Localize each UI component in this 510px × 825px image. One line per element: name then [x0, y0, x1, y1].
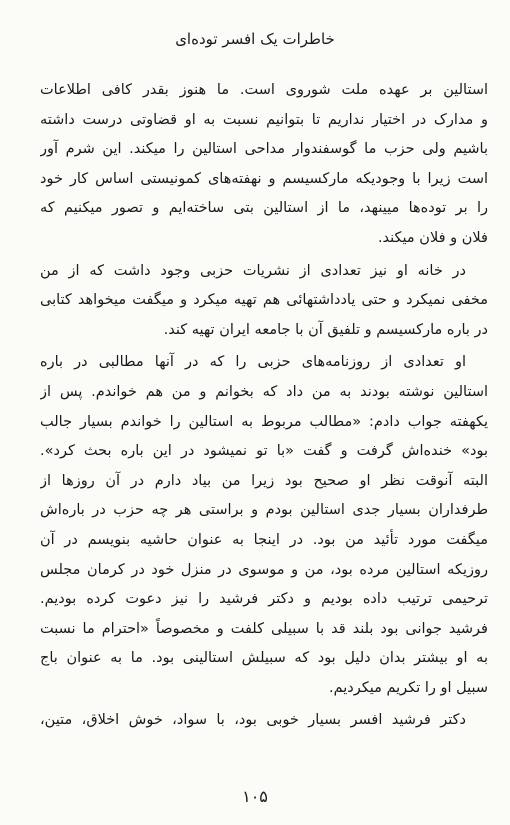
text-line: البته آنوقت نظر او صحیح بود زیرا من بیاد دارم در آن روزها از: [40, 472, 488, 489]
body-text: [40, 76, 488, 736]
text-line: بود» خنده‌اش گرفت و گفت «با تو نمیشود در این باره بحث کرد».: [40, 443, 488, 460]
text-line: روزیکه استالین مرده بود، من و موسوی در منزل خود در کرمان مجلس: [40, 561, 488, 578]
text-line: سبیل او را تکریم میکردیم.: [328, 679, 488, 696]
text-line: فرشید جوانی بود بلند قد با سبیلی کلفت و مخصوصاً «احترام ما نسبت: [40, 620, 488, 637]
text-line: را بر توده‌ها میینهد، ما از استالین بتی ساخته‌ایم و تصور میکنیم که: [40, 200, 488, 217]
running-header: خاطرات یک افسر توده‌ای: [175, 30, 335, 48]
text-line: و مدارک در اختیار نداریم تا بتوانیم نسبت به او قضاوتی درست داشته: [40, 111, 488, 128]
text-line: است زیرا با وجودیکه مارکسیسم و نهفته‌های کمونیستی اساس کار خود: [40, 170, 488, 187]
text-line: به او بیشتر بدان دلیل بود که سبیلش استالینی بود. ما به عنوان باج: [40, 650, 488, 667]
text-line: باشیم ولی حزب ما گوسفندوار مداحی استالین را میکند. این شرم آور: [40, 141, 488, 158]
page-number: ۱۰۵: [242, 787, 268, 806]
text-line: استالین بر عهده ملت شوروی است. ما هنوز بقدر کافی اطلاعات: [40, 82, 488, 98]
text-line: فلان و فلان میکند.: [377, 229, 488, 246]
text-line: یکهفته جواب دادم: «مطالب مربوط به استالین را خواندم بسیار جالب: [40, 413, 488, 430]
text-line: طرفداران بسیار جدی استالین بودم و براستی هر چه حزب در باره‌اش: [40, 502, 488, 519]
text-line: میگفت مورد تأئید من بود. در اینجا به عنوان حاشیه بنویسم در آن: [40, 531, 488, 548]
paragraph: [40, 348, 488, 703]
paragraph: [40, 257, 488, 346]
text-line: در باره مارکسیسم و تلفیق آن با جامعه ایران تهیه کند.: [163, 321, 488, 338]
paragraph: [40, 706, 488, 736]
text-line: در خانه او نیز تعدادی از نشریات حزبی وجود داشت که از من: [40, 262, 466, 279]
text-line: استالین نوشته بودند به من داد که بخوانم و من هم خواندم. پس از: [40, 383, 488, 400]
text-line: او تعدادی از روزنامه‌های حزبی را که در آنها مطالبی در باره: [40, 354, 466, 371]
text-line: دکتر فرشید افسر بسیار خوبی بود، با سواد، خوش اخلاق، متین،: [40, 712, 466, 729]
text-line: ترحیمی ترتیب داده بودیم و دکتر فرشید را نیز دعوت کرده بودیم.: [40, 591, 488, 608]
text-line: مخفی نمیکرد و حتی یادداشتهائی هم تهیه میکرد و میگفت میخواهد کتابی: [40, 292, 488, 309]
paragraph: [40, 76, 488, 254]
